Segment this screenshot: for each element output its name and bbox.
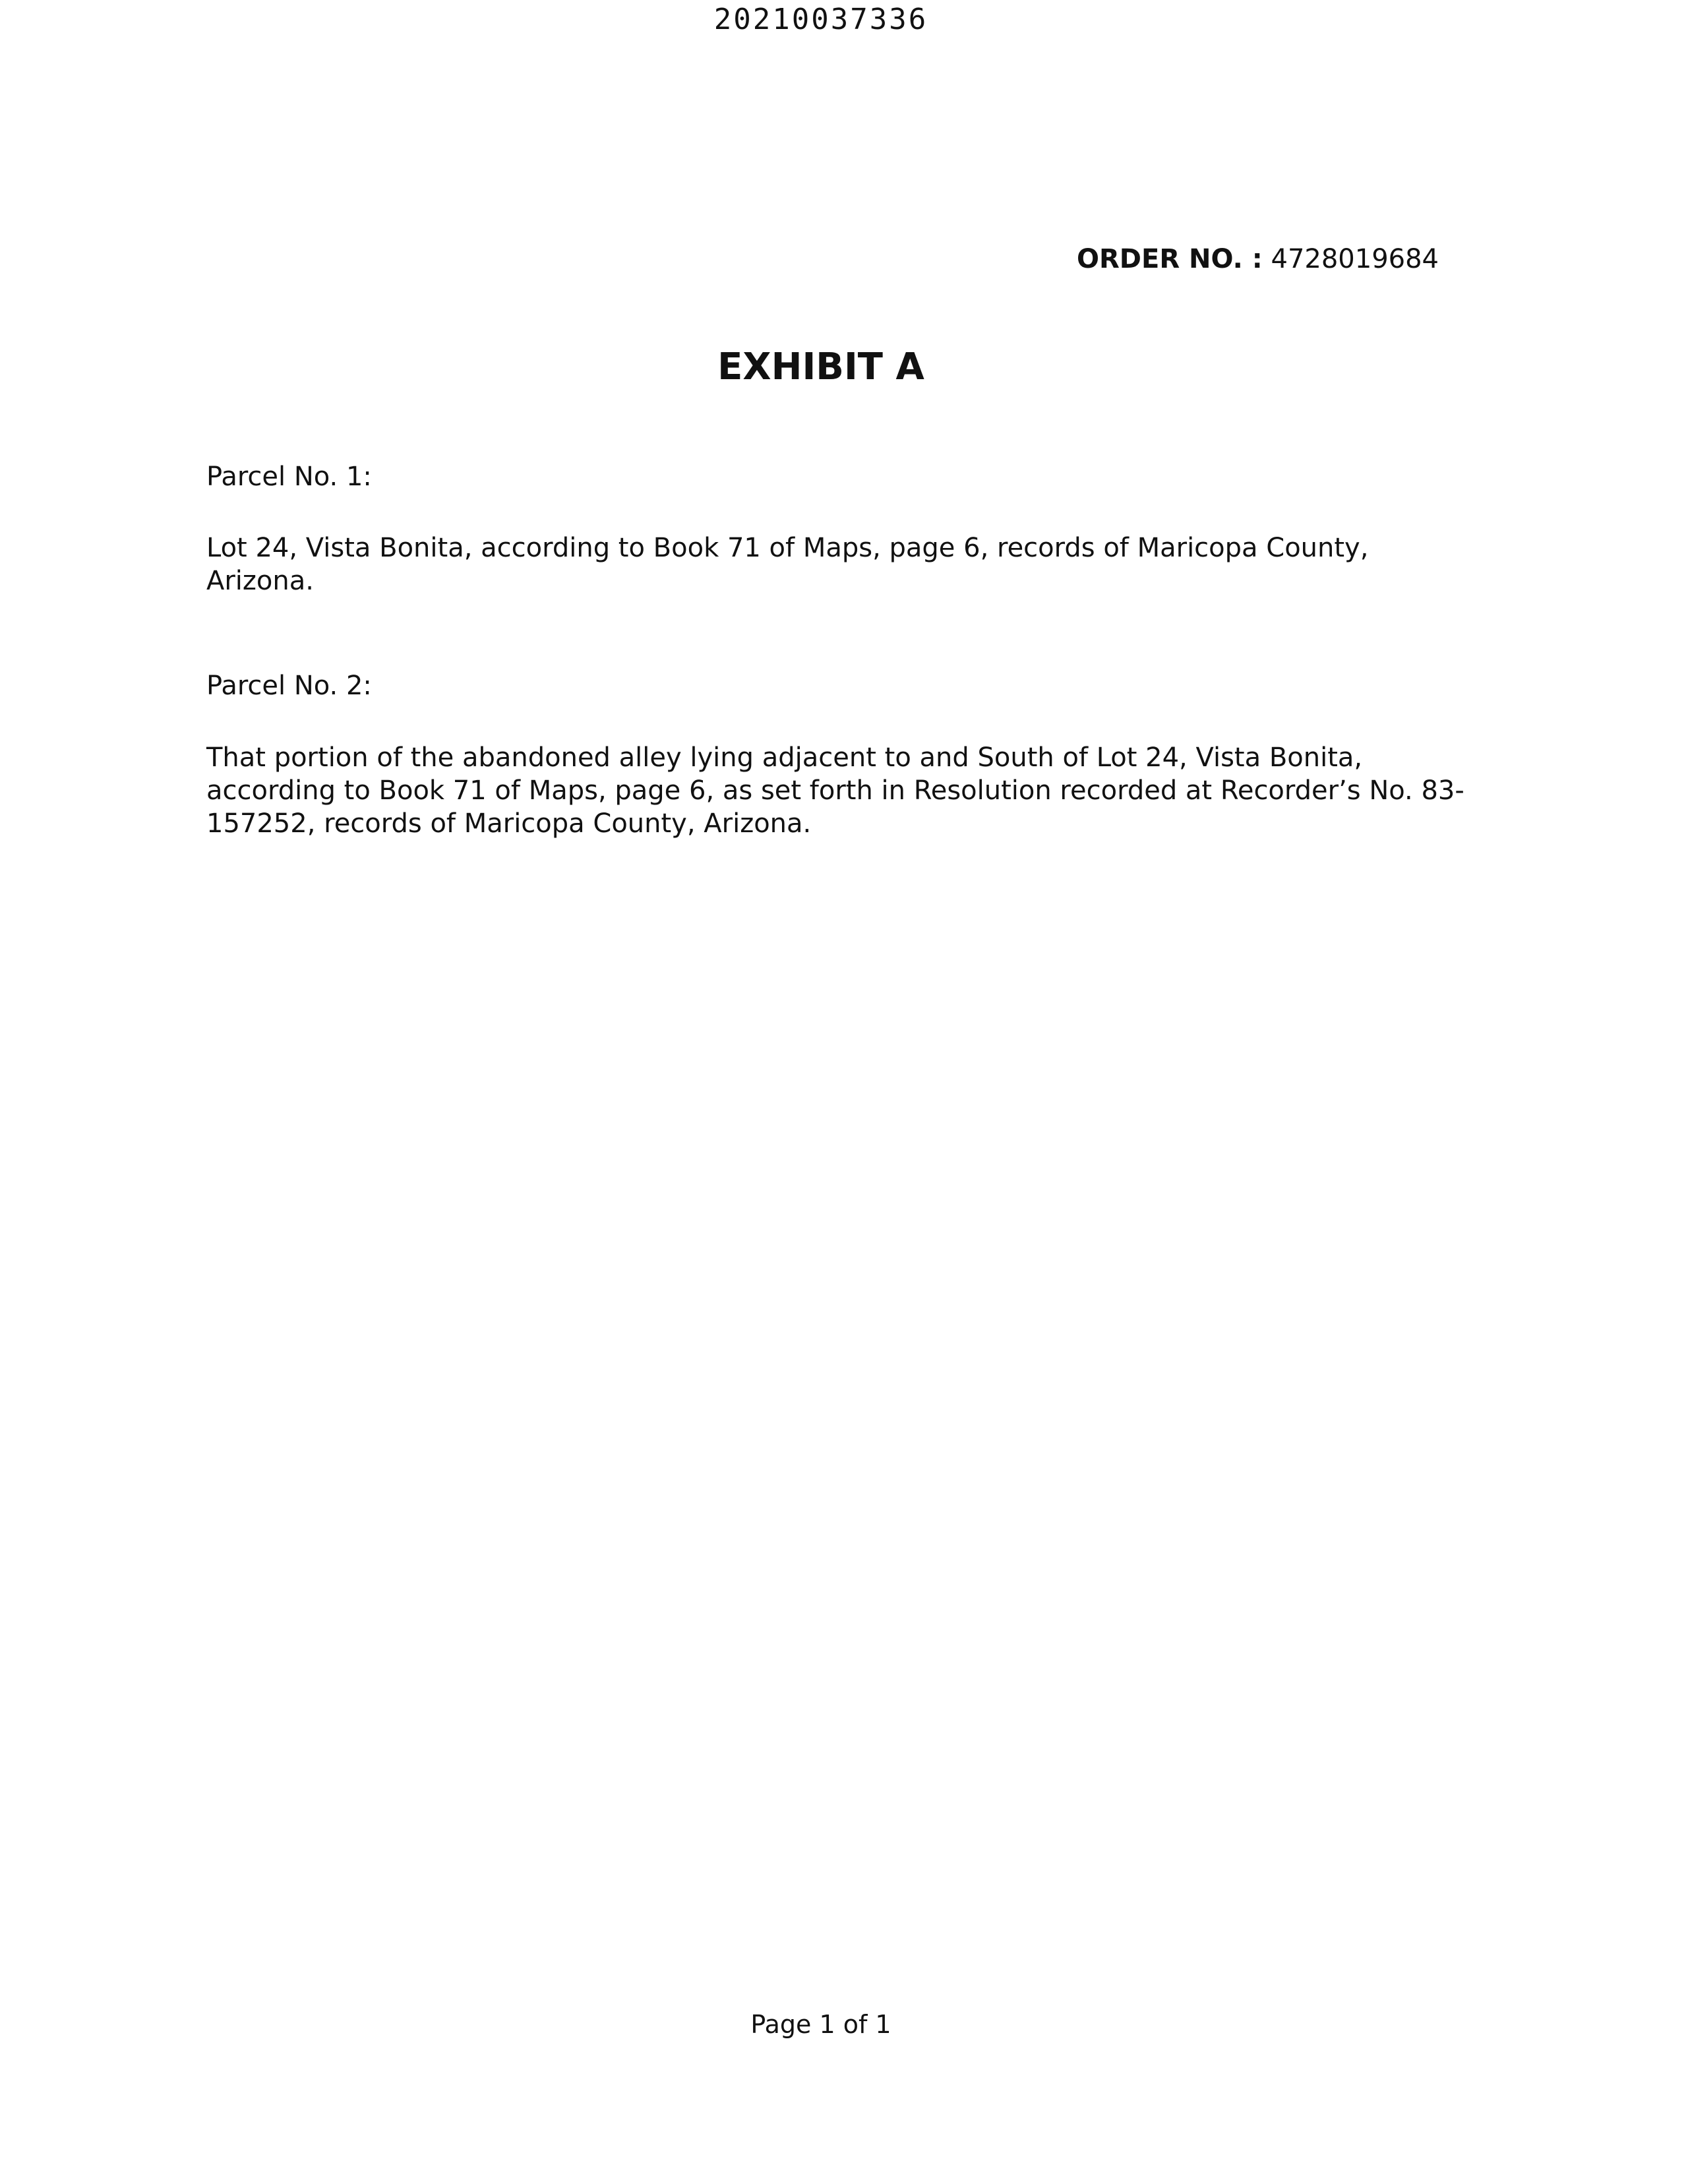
- parcel-2-line: That portion of the abandoned alley lying adjacent to and South of Lot 24, Vista Bonita,: [206, 743, 1363, 773]
- parcel-2-heading: Parcel No. 2:: [206, 671, 372, 701]
- recording-number: 20210037336: [713, 3, 928, 36]
- order-number-label: ORDER NO. :: [1077, 244, 1263, 274]
- parcel-1-heading: Parcel No. 1:: [206, 462, 372, 492]
- parcel-1-line: Arizona.: [206, 566, 314, 596]
- page-number-footer: Page 1 of 1: [750, 2010, 891, 2039]
- exhibit-title: EXHIBIT A: [717, 346, 924, 388]
- parcel-1-description: [206, 531, 1479, 597]
- parcel-2-description: [206, 741, 1479, 840]
- order-number-value: 4728019684: [1271, 244, 1439, 274]
- parcel-1-line: Lot 24, Vista Bonita, according to Book 71 of Maps, page 6, records of Maricopa County,: [206, 533, 1369, 563]
- order-number-line: [1077, 241, 1439, 278]
- parcel-2-line: according to Book 71 of Maps, page 6, as set forth in Resolution recorded at Recorder’s No. 83-: [206, 775, 1464, 806]
- parcel-2-line: 157252, records of Maricopa County, Arizona.: [206, 808, 812, 839]
